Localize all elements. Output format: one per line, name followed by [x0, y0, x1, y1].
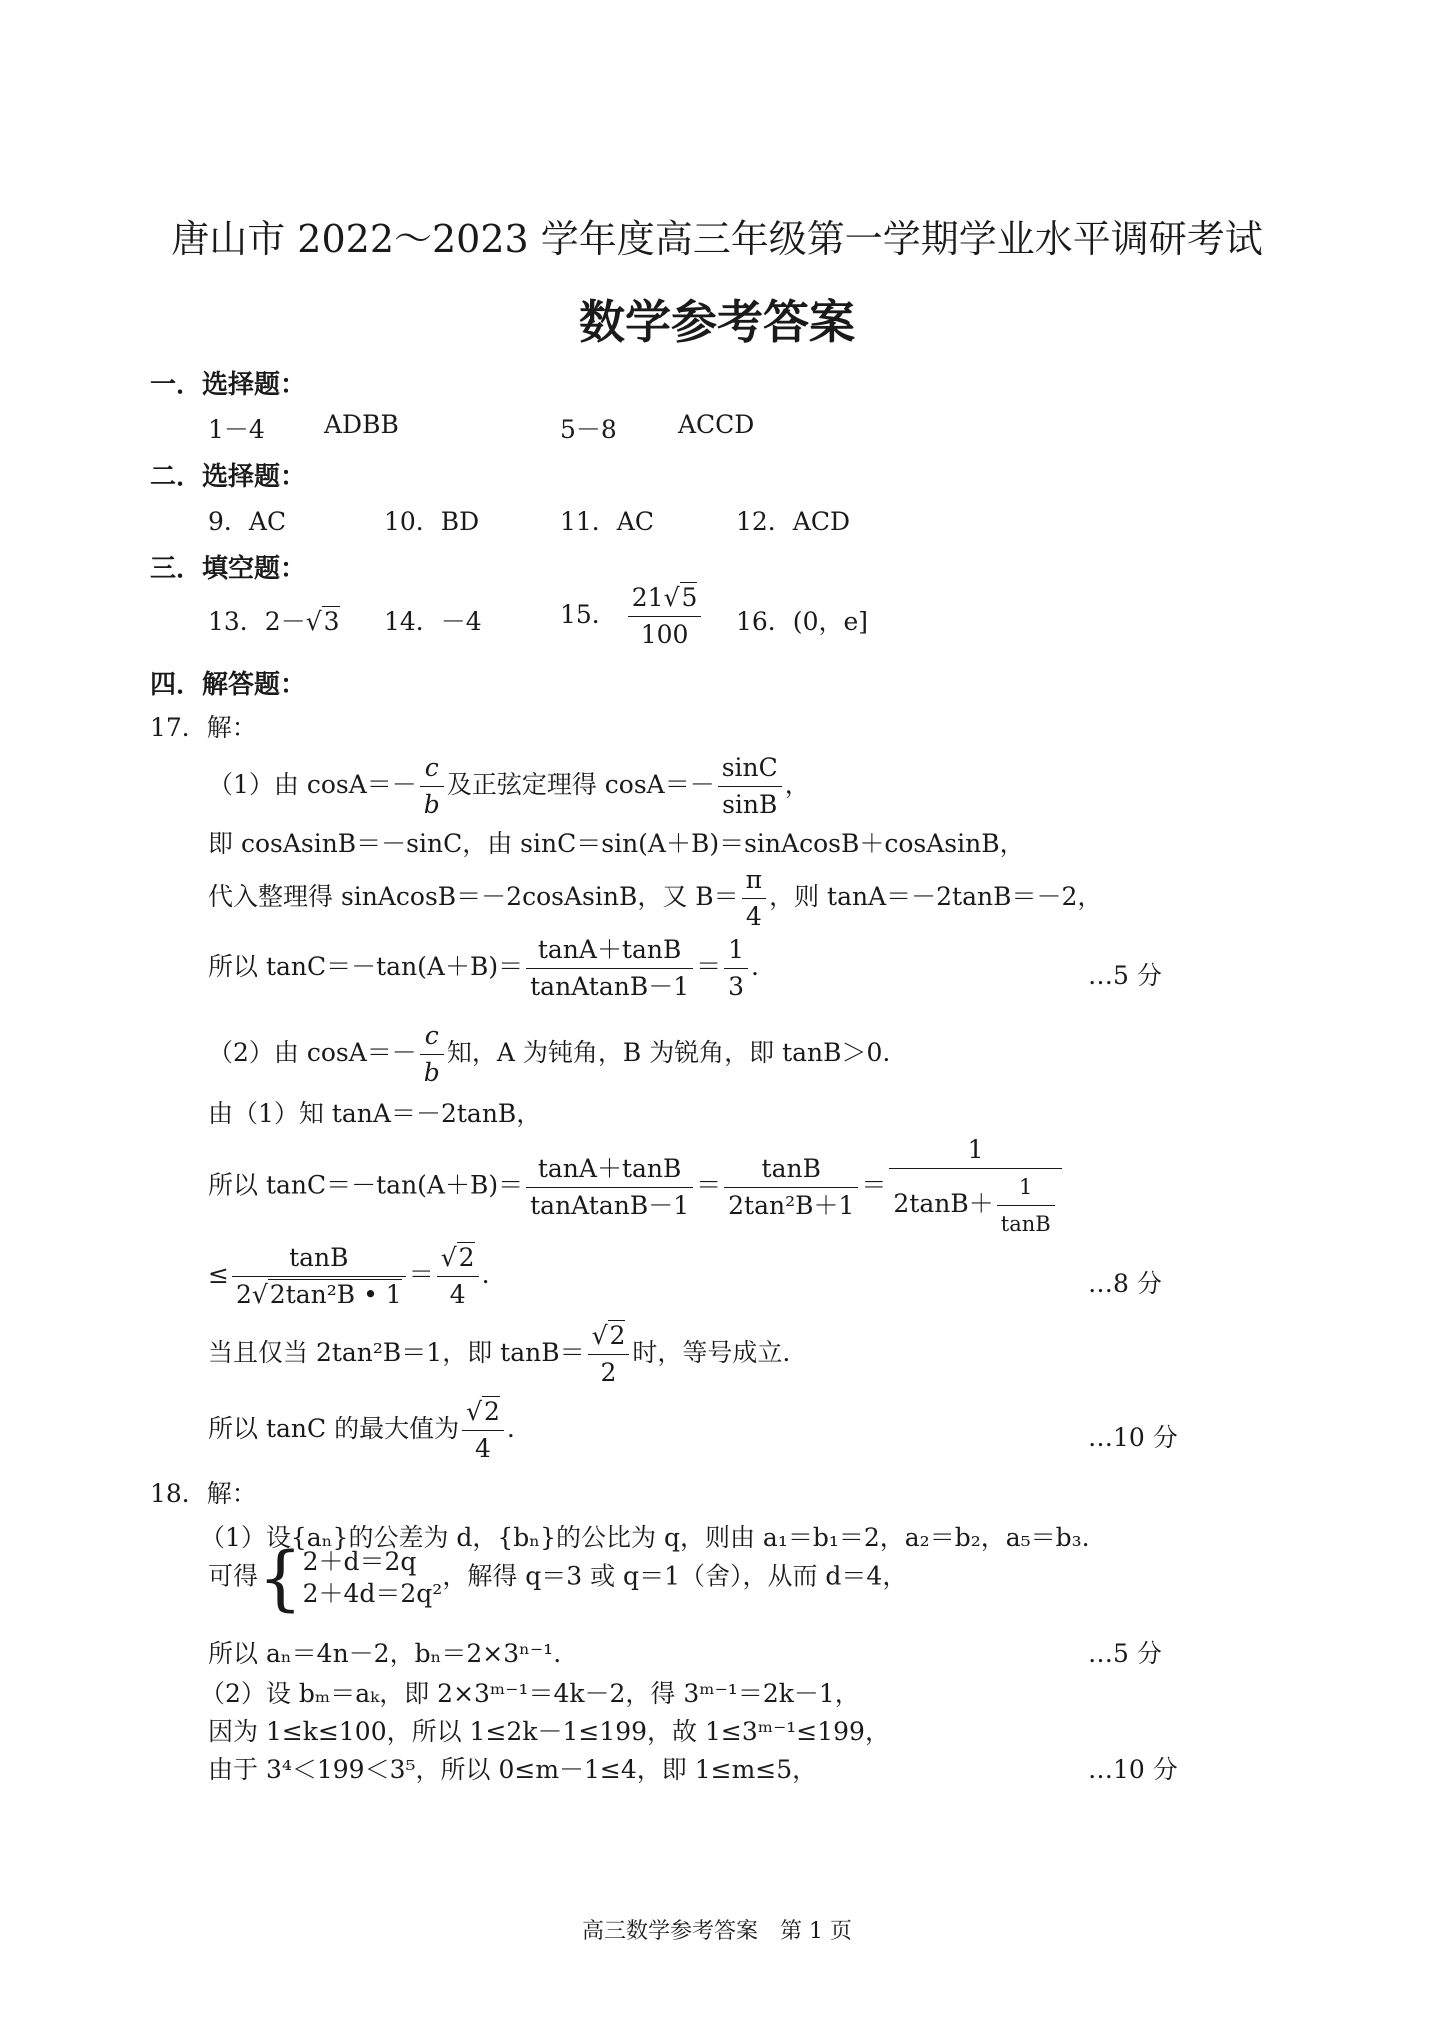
q17-line-10: 所以 tanC 的最大值为 $\frac{√2}{4}$ .: [208, 1394, 515, 1467]
answer-q15: 15． $\frac{21√5}{100}$: [560, 580, 704, 653]
answer-q9: 9．AC: [208, 507, 287, 536]
q18-line-5: 因为 1≤k≤100，所以 1≤2k－1≤199，故 1≤3ᵐ⁻¹≤199，: [208, 1717, 890, 1746]
answer-q14: 14．－4: [384, 607, 482, 636]
section-4-heading: 四．解答题：: [150, 670, 307, 700]
q5-8-answers: ACCD: [678, 410, 755, 439]
q1-4-range: 1－4: [208, 415, 265, 444]
q18-line-1: （1）设{aₙ}的公差为 d，{bₙ}的公比为 q，则由 a₁＝b₁＝2，a₂＝b₂，a₅＝b₃.: [200, 1523, 1090, 1552]
q18-line-2: 可得{ 2＋d＝2q 2＋4d＝2q² ，解得 q＝3 或 q＝1（舍），从而 d＝4，: [208, 1537, 908, 1619]
page-footer: 高三数学参考答案 第 1 页: [582, 1919, 852, 1944]
q1-4-answers: ADBB: [324, 410, 399, 439]
answer-q10: 10．BD: [384, 507, 480, 536]
document-subtitle: 数学参考答案: [579, 295, 855, 349]
q17-line-9: 当且仅当 2tan²B＝1，即 tanB＝ $\frac{√2}{2}$ 时，等号成立.: [208, 1318, 790, 1391]
section-2-heading: 二．选择题：: [150, 462, 307, 492]
answer-q13: 13．2－√3: [208, 607, 340, 636]
q17-score-8: …8 分: [1088, 1269, 1162, 1298]
q5-8-range: 5－8: [560, 415, 617, 444]
q18-score-5: …5 分: [1088, 1639, 1162, 1668]
q17-score-10: …10 分: [1088, 1423, 1178, 1452]
q17-line-6: 由（1）知 tanA＝－2tanB，: [208, 1099, 542, 1128]
q17-heading: 17．解：: [150, 713, 257, 742]
q18-score-10: …10 分: [1088, 1755, 1178, 1784]
q18-heading: 18．解：: [150, 1479, 257, 1508]
q17-line-4: 所以 tanC＝－tan(A＋B)＝ $\frac{\tan A+\tan B}{\text{tanAtanB－1}}$ ＝ $\frac{1}{3}$ .: [208, 932, 759, 1005]
answer-q16: 16．(0，e]: [736, 607, 869, 636]
q17-line-8: ≤ $\frac{\tan B}{\text{2√2tan²B • 1}}$ ＝ $\frac{√2}{4}$ .: [208, 1240, 490, 1313]
document-title: 唐山市 2022～2023 学年度高三年级第一学期学业水平调研考试: [171, 217, 1263, 261]
q17-line-1: （1）由 cosA＝－ $\frac{c}{b}$ 及正弦定理得 cosA＝－ $\frac{\sin C}{\sin B}$ ，: [208, 750, 810, 823]
q17-line-3: 代入整理得 sinAcosB＝－2cosAsinB，又 B＝ $\frac{\pi}{4}$ ，则 tanA＝－2tanB＝－2，: [208, 862, 1102, 935]
q17-line-2: 即 cosAsinB＝－sinC，由 sinC＝sin(A＋B)＝sinAcosB＋cosAsinB，: [208, 829, 1025, 858]
q17-line-5: （2）由 cosA＝－ $\frac{c}{b}$ 知，A 为钝角，B 为锐角，即 tanB＞0.: [208, 1018, 890, 1091]
q18-line-4: （2）设 bₘ＝aₖ，即 2×3ᵐ⁻¹＝4k－2，得 3ᵐ⁻¹＝2k－1，: [200, 1679, 860, 1708]
left-brace: {: [258, 1537, 303, 1619]
section-1-heading: 一．选择题：: [150, 370, 307, 400]
q17-score-5: …5 分: [1088, 961, 1162, 990]
q17-line-7: 所以 tanC＝－tan(A＋B)＝ $\frac{\tan A+\tan B}{\text{tanAtanB－1}}$ ＝ $\frac{\tan B}{\text{2tan²B＋1}}$ ＝ 1 2tanB＋ $\frac{1}{\tan B}$: [208, 1132, 1065, 1242]
answer-q11: 11．AC: [560, 507, 654, 536]
answer-q12: 12．ACD: [736, 507, 851, 536]
q18-line-6: 由于 3⁴＜199＜3⁵，所以 0≤m－1≤4，即 1≤m≤5，: [208, 1755, 818, 1784]
section-3-heading: 三．填空题：: [150, 554, 307, 584]
q18-line-3: 所以 aₙ＝4n－2，bₙ＝2×3ⁿ⁻¹.: [208, 1639, 562, 1668]
